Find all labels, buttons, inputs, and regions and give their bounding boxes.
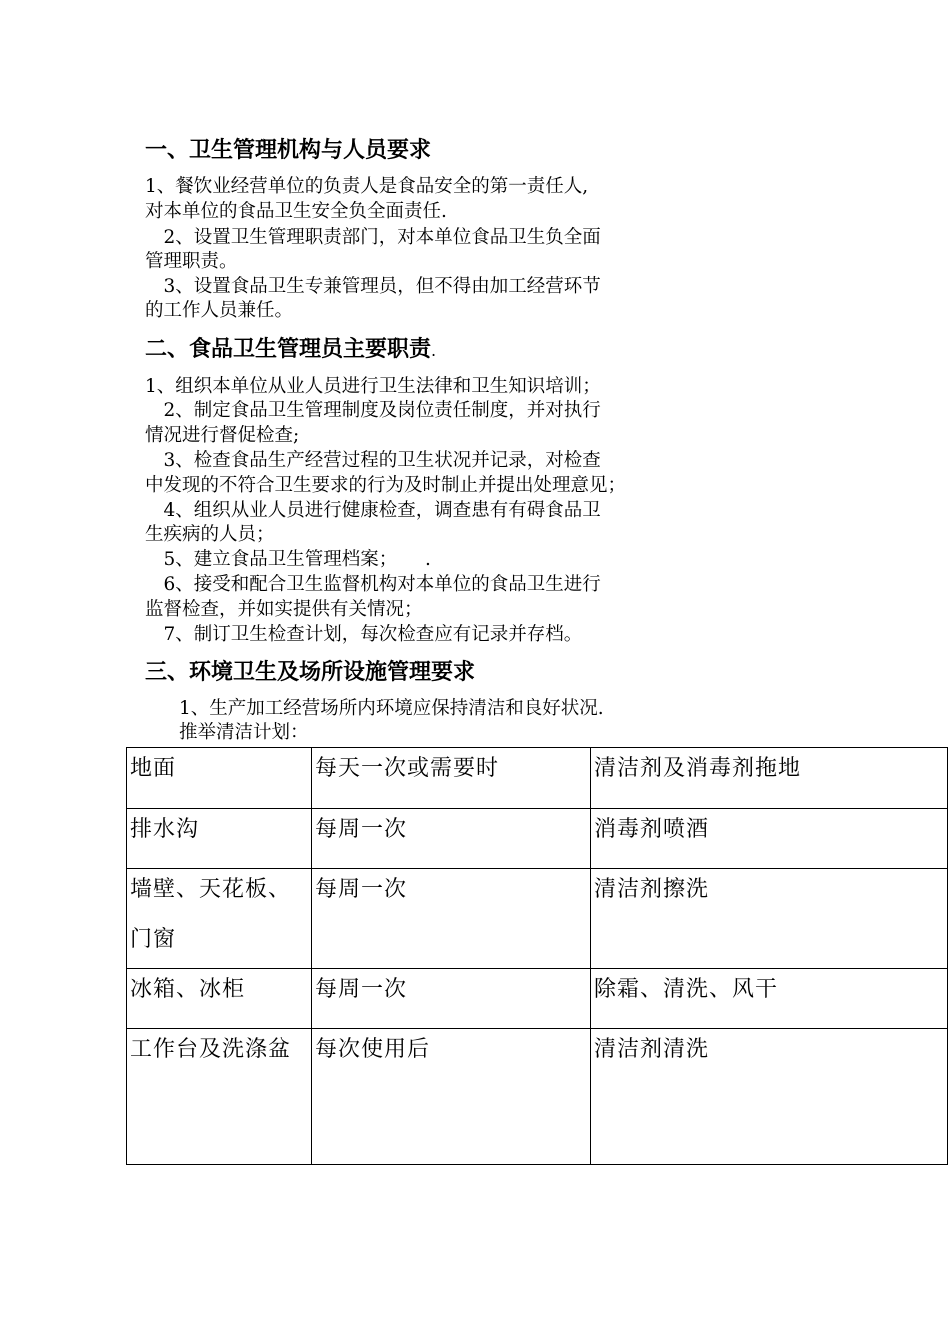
cell-text: 冰箱、冰柜	[130, 977, 246, 1002]
cell-text: 消毒剂喷酒	[594, 817, 710, 842]
table-row	[127, 969, 948, 1029]
section-2-line: 4、组织从业人员进行健康检查，调查患有有碍食品卫	[145, 500, 601, 521]
section-2-line: 情况进行督促检查;	[145, 425, 300, 446]
section-2-line: 1、组织本单位从业人员进行卫生法律和卫生知识培训；	[145, 376, 601, 397]
cell-text: 清洁剂清洗	[594, 1037, 710, 1062]
cell-text: 地面	[130, 756, 177, 781]
table-cell-method	[591, 809, 948, 869]
cell-text: 每周一次	[315, 877, 408, 902]
table-cell-area	[127, 969, 312, 1029]
cell-text: 每周一次	[315, 817, 408, 842]
section-2-line: 2、制定食品卫生管理制度及岗位责任制度，并对执行	[145, 400, 601, 421]
cell-text: 每次使用后	[315, 1037, 431, 1062]
section-3-line: 推举清洁计划：	[179, 722, 309, 743]
section-2-title	[145, 336, 436, 364]
section-1-line: 1、餐饮业经营单位的负责人是食品安全的第一责任人,	[145, 176, 589, 197]
section-2-title-trail: .	[431, 341, 437, 360]
table-row	[127, 869, 948, 969]
cell-text: 清洁剂及消毒剂拖地	[594, 756, 802, 781]
table-cell-frequency	[312, 1029, 591, 1165]
section-2-line: 5、建立食品卫生管理档案； .	[145, 549, 431, 570]
cell-text: 墙壁、天花板、门窗	[130, 877, 292, 952]
section-2-line: 监督检查，并如实提供有关情况；	[145, 599, 423, 620]
table-cell-area	[127, 869, 312, 969]
table-row	[127, 748, 948, 809]
section-2-line: 3、检查食品生产经营过程的卫生状况并记录，对检查	[145, 450, 601, 471]
cell-text: 除霜、清洗、风干	[594, 977, 779, 1002]
table-cell-frequency	[312, 748, 591, 809]
section-2-line: 生疾病的人员；	[145, 524, 275, 545]
table-cell-method	[591, 969, 948, 1029]
cell-text: 工作台及洗涤盆	[130, 1037, 292, 1062]
table-cell-frequency	[312, 869, 591, 969]
table-cell-method	[591, 748, 948, 809]
table-cell-frequency	[312, 969, 591, 1029]
section-2-title-text: 二、食品卫生管理员主要职责	[145, 336, 432, 362]
section-1-line: 对本单位的食品卫生安全负全面责任.	[145, 201, 447, 222]
table-cell-area	[127, 809, 312, 869]
section-1-title: 一、卫生管理机构与人员要求	[145, 137, 432, 163]
table-row	[127, 809, 948, 869]
table-cell-frequency	[312, 809, 591, 869]
table-row	[127, 1029, 948, 1165]
table-cell-method	[591, 1029, 948, 1165]
table-cell-area	[127, 1029, 312, 1165]
section-1-line: 2、设置卫生管理职责部门，对本单位食品卫生负全面	[145, 227, 601, 248]
section-1-line: 管理职责。	[145, 251, 238, 272]
table-cell-method	[591, 869, 948, 969]
section-2-line: 7、制订卫生检查计划，每次检查应有记录并存档。	[145, 624, 583, 645]
section-2-line: 6、接受和配合卫生监督机构对本单位的食品卫生进行	[145, 574, 601, 595]
cell-text: 排水沟	[130, 817, 200, 842]
section-3-title: 三、环境卫生及场所设施管理要求	[145, 659, 476, 685]
section-1-line: 3、设置食品卫生专兼管理员，但不得由加工经营环节	[145, 276, 601, 297]
section-1-line: 的工作人员兼任。	[145, 300, 294, 321]
section-2-line: 中发现的不符合卫生要求的行为及时制止并提出处理意见；	[145, 475, 627, 496]
cleaning-plan-table	[126, 747, 948, 1165]
cell-text: 每周一次	[315, 977, 408, 1002]
cell-text: 每天一次或需要时	[315, 756, 500, 781]
section-3-line: 1、生产加工经营场所内环境应保持清洁和良好状况.	[179, 698, 604, 719]
table-cell-area	[127, 748, 312, 809]
cell-text: 清洁剂擦洗	[594, 877, 710, 902]
